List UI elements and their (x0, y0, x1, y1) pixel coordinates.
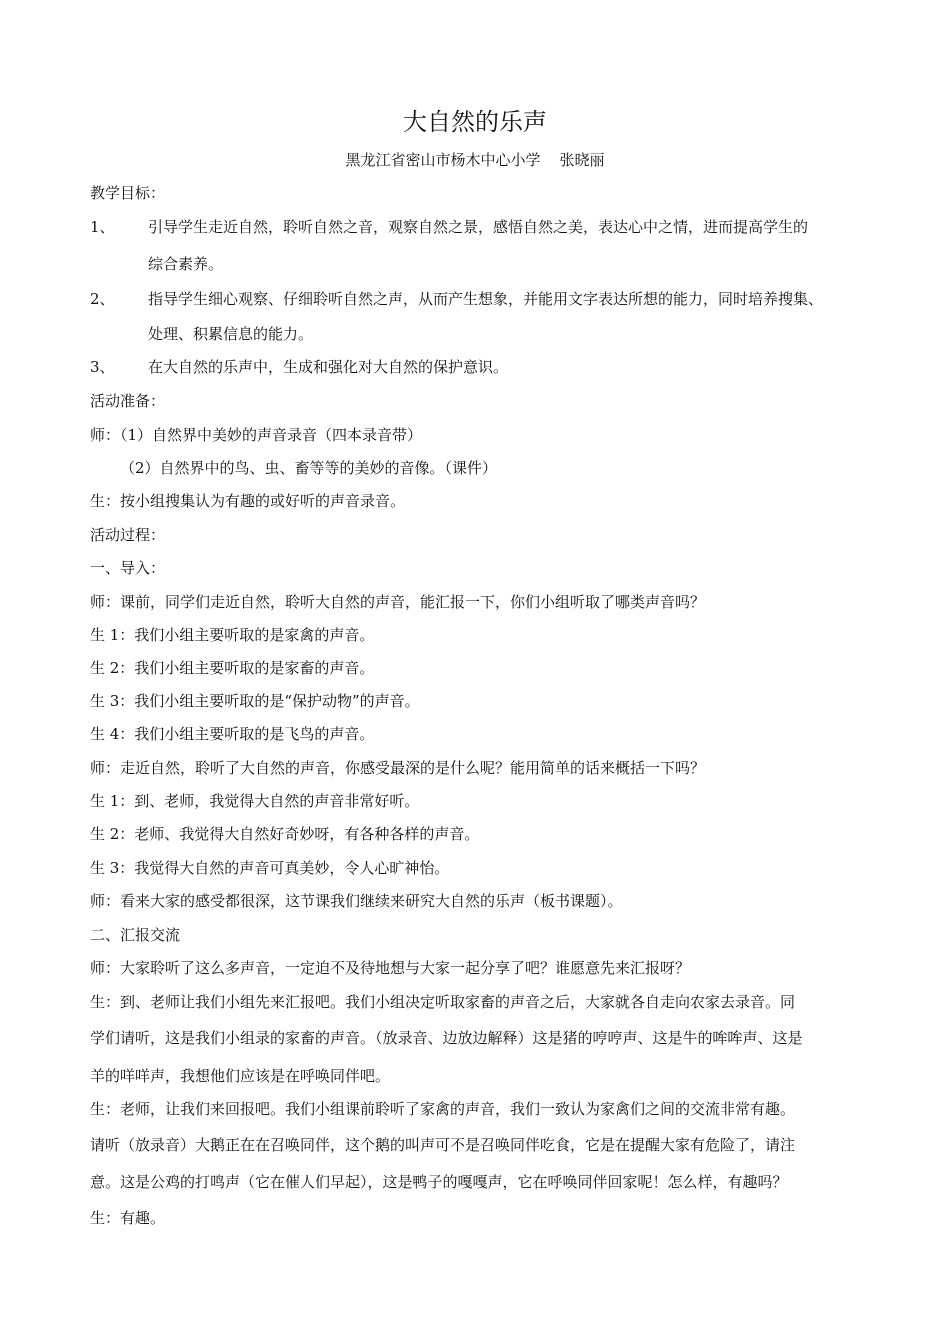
author-line: 黑龙江省密山市杨木中心小学 张晓丽 (345, 151, 605, 169)
dialogue-line: 意。这是公鸡的打鸣声（它在催人们早起），这是鸭子的嘎嘎声，它在呼唤同伴回家呢！怎么样，有趣吗？ (90, 1173, 788, 1191)
dialogue-line: 生 1：我们小组主要听取的是家禽的声音。 (90, 626, 375, 644)
dialogue-line: 生：老师，让我们来回报吧。我们小组课前聆听了家禽的声音，我们一致认为家禽们之间的交流非常有趣。 (90, 1100, 796, 1118)
objective-number-2: 2、 (90, 290, 115, 308)
dialogue-line: 请听（放录音）大鹅正在在召唤同伴，这个鹅的叫声可不是召唤同伴吃食，它是在提醒大家有危险了，请注 (90, 1136, 796, 1154)
dialogue-line: 师：大家聆听了这么多声音，一定迫不及待地想与大家一起分享了吧？谁愿意先来汇报呀？ (90, 959, 691, 977)
preparation-teacher-2: （2）自然界中的鸟、虫、畜等等的美妙的音像。（课件） (120, 459, 498, 477)
dialogue-line: 生 1：到、老师，我觉得大自然的声音非常好听。 (90, 792, 420, 810)
objective-1-line-2: 综合素养。 (148, 255, 224, 273)
objective-3-line-1: 在大自然的乐声中，生成和强化对大自然的保护意识。 (148, 358, 509, 376)
section-1-heading: 一、导入： (90, 559, 166, 577)
dialogue-line: 生 4：我们小组主要听取的是飞鸟的声音。 (90, 725, 375, 743)
dialogue-line: 师：课前，同学们走近自然，聆听大自然的声音，能汇报一下，你们小组听取了哪类声音吗？ (90, 593, 706, 611)
dialogue-line: 生：有趣。 (90, 1209, 166, 1227)
dialogue-line: 生 2：老师、我觉得大自然好奇妙呀，有各种各样的声音。 (90, 825, 480, 843)
dialogue-line: 生 3：我觉得大自然的声音可真美妙，令人心旷神怡。 (90, 859, 450, 877)
preparation-heading: 活动准备： (90, 392, 166, 410)
document-title: 大自然的乐声 (403, 108, 547, 136)
dialogue-line: 生：到、老师让我们小组先来汇报吧。我们小组决定听取家畜的声音之后，大家就各自走向农家去录音。同 (90, 993, 796, 1011)
dialogue-line: 师：看来大家的感受都很深，这节课我们继续来研究大自然的乐声（板书课题）。 (90, 892, 623, 910)
objective-number-1: 1、 (90, 218, 115, 236)
objectives-heading: 教学目标： (90, 184, 166, 202)
objective-number-3: 3、 (90, 358, 115, 376)
dialogue-line: 师：走近自然，聆听了大自然的声音，你感受最深的是什么呢？能用简单的话来概括一下吗？ (90, 759, 706, 777)
preparation-teacher: 师：（1）自然界中美妙的声音录音（四本录音带） (90, 426, 423, 444)
dialogue-line: 羊的咩咩声，我想他们应该是在呼唤同伴吧。 (90, 1067, 391, 1085)
section-2-heading: 二、汇报交流 (90, 926, 181, 944)
dialogue-line: 生 2：我们小组主要听取的是家畜的声音。 (90, 659, 375, 677)
objective-2-line-1: 指导学生细心观察、仔细聆听自然之声，从而产生想象，并能用文字表达所想的能力，同时培养搜集、 (148, 290, 824, 308)
preparation-student: 生：按小组搜集认为有趣的或好听的声音录音。 (90, 492, 406, 510)
objective-1-line-1: 引导学生走近自然，聆听自然之音，观察自然之景，感悟自然之美，表达心中之情，进而提高学生的 (148, 218, 809, 236)
objective-2-line-2: 处理、积累信息的能力。 (148, 325, 314, 343)
dialogue-line: 学们请听，这是我们小组录的家畜的声音。（放录音、边放边解释）这是猪的哼哼声、这是牛的哞哞声、这是 (90, 1029, 803, 1047)
process-heading: 活动过程： (90, 526, 166, 544)
dialogue-line: 生 3：我们小组主要听取的是“保护动物”的声音。 (90, 692, 420, 710)
